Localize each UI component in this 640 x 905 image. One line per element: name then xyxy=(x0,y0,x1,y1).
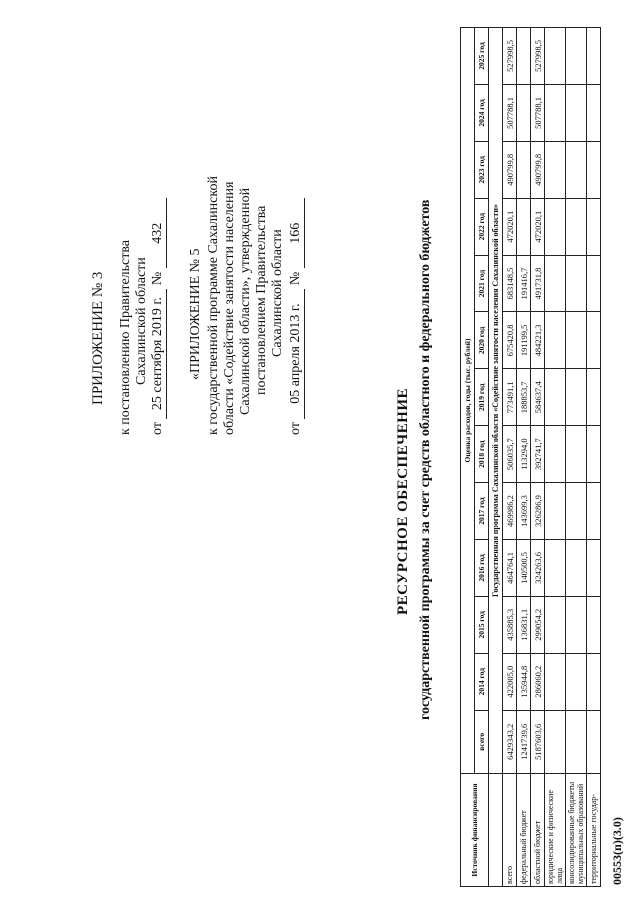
table-cell: 140500,5 xyxy=(517,539,531,596)
column-header: 2019 год xyxy=(475,369,489,426)
table-cell: 299054,2 xyxy=(531,596,545,653)
decree-number: 432 xyxy=(150,198,167,268)
table-cell: 422005,0 xyxy=(503,653,517,710)
decree-date-row xyxy=(150,198,167,435)
table-cell: 527998,5 xyxy=(531,28,545,85)
table-cell xyxy=(587,198,601,255)
table-cell xyxy=(545,369,566,426)
column-header: 2018 год xyxy=(475,426,489,483)
number-label-2: № xyxy=(288,271,303,286)
table-cell xyxy=(587,84,601,141)
table-cell xyxy=(566,28,587,85)
table-cell xyxy=(545,141,566,198)
table-cell: 472020,1 xyxy=(503,198,517,255)
table-cell: 324263,6 xyxy=(531,539,545,596)
table-cell: 191416,7 xyxy=(517,255,531,312)
document-subtitle: государственной программы за счет средств областного и федерального бюджетов xyxy=(418,199,433,720)
table-cell xyxy=(566,255,587,312)
table-cell xyxy=(566,312,587,369)
table-cell xyxy=(545,653,566,710)
table-cell xyxy=(517,198,531,255)
column-header: 2022 год xyxy=(475,198,489,255)
table-cell: 188853,7 xyxy=(517,369,531,426)
column-header: 2015 год xyxy=(475,596,489,653)
table-cell: 675420,8 xyxy=(503,312,517,369)
table-cell: 490799,8 xyxy=(503,141,517,198)
program-date: 05 апреля 2013 г. xyxy=(288,289,305,419)
program-line-5: Сахалинской области xyxy=(270,229,285,357)
table-cell: 484221,3 xyxy=(531,312,545,369)
column-header: 2023 год xyxy=(475,141,489,198)
row-source: юридические и физические лица xyxy=(545,774,566,887)
table-cell xyxy=(545,84,566,141)
column-header: 2021 год xyxy=(475,255,489,312)
program-line-3: Сахалинской области», утвержденной xyxy=(238,187,253,415)
table-cell: 469986,2 xyxy=(503,483,517,540)
table-cell: 584637,4 xyxy=(531,369,545,426)
estimate-header: Оценка расходов, годы (тыс. рублей) xyxy=(461,28,475,774)
source-header: Источник финансирования xyxy=(461,774,489,887)
column-header: 2024 год xyxy=(475,84,489,141)
column-header: 2014 год xyxy=(475,653,489,710)
table-row xyxy=(503,28,517,887)
table-cell: 490799,8 xyxy=(531,141,545,198)
table-cell xyxy=(545,596,566,653)
resource-table xyxy=(460,27,601,887)
table-cell xyxy=(587,426,601,483)
row-source: всего xyxy=(503,774,517,887)
table-cell xyxy=(587,369,601,426)
column-header: 2025 год xyxy=(475,28,489,85)
table-cell xyxy=(566,84,587,141)
table-cell: 392741,7 xyxy=(531,426,545,483)
appendix5-title: «ПРИЛОЖЕНИЕ № 5 xyxy=(188,248,203,380)
table-cell: 113294,0 xyxy=(517,426,531,483)
number-label: № xyxy=(150,271,165,286)
table-cell xyxy=(566,596,587,653)
table-cell xyxy=(566,198,587,255)
table-cell xyxy=(517,141,531,198)
table-row xyxy=(517,28,531,887)
table-cell xyxy=(566,483,587,540)
table-cell: 286060,2 xyxy=(531,653,545,710)
table-cell xyxy=(545,28,566,85)
table-cell: 472020,1 xyxy=(531,198,545,255)
table-body xyxy=(489,28,601,887)
table-cell: 507788,1 xyxy=(531,84,545,141)
table-cell: 506035,7 xyxy=(503,426,517,483)
row-source: территориальные государ- xyxy=(587,774,601,887)
table-cell xyxy=(566,369,587,426)
table-cell: 464764,1 xyxy=(503,539,517,596)
row-source: консолидированные бюджеты муниципальных образований xyxy=(566,774,587,887)
table-cell xyxy=(545,710,566,773)
table-row xyxy=(545,28,566,887)
table-cell xyxy=(566,141,587,198)
decree-line-2: Сахалинской области xyxy=(134,257,149,385)
table-cell xyxy=(587,28,601,85)
table-row xyxy=(566,28,587,887)
document-code: 00553(п)(3.0) xyxy=(610,817,624,885)
table-cell: 143699,3 xyxy=(517,483,531,540)
table-cell xyxy=(517,84,531,141)
column-header: всего xyxy=(475,710,489,773)
table-cell: 507788,1 xyxy=(503,84,517,141)
table-cell xyxy=(566,539,587,596)
table-cell xyxy=(587,596,601,653)
table-cell: 773491,1 xyxy=(503,369,517,426)
table-cell xyxy=(545,426,566,483)
table-row xyxy=(587,28,601,887)
table-cell xyxy=(587,710,601,773)
table-cell: 135944,8 xyxy=(517,653,531,710)
from-label-2: от xyxy=(288,422,303,435)
table-cell xyxy=(545,312,566,369)
table-cell xyxy=(587,653,601,710)
table-cell xyxy=(545,198,566,255)
table-cell xyxy=(587,483,601,540)
table-cell xyxy=(517,28,531,85)
table-cell xyxy=(587,141,601,198)
year-header-row xyxy=(475,28,489,887)
table-cell: 491731,8 xyxy=(531,255,545,312)
from-label: от xyxy=(150,422,165,435)
program-line-4: постановлением Правительства xyxy=(254,205,269,395)
table-cell: 435885,3 xyxy=(503,596,517,653)
table-cell xyxy=(545,255,566,312)
table-cell xyxy=(587,539,601,596)
table-cell xyxy=(566,426,587,483)
row-source: федеральный бюджет xyxy=(517,774,531,887)
table-row xyxy=(531,28,545,887)
table-cell: 527998,5 xyxy=(503,28,517,85)
decree-date: 25 сентября 2019 г. xyxy=(150,289,167,419)
table-cell xyxy=(566,653,587,710)
column-header: 2020 год xyxy=(475,312,489,369)
table-cell: 6429343,2 xyxy=(503,710,517,773)
program-line-2: области «Содействие занятости населения xyxy=(222,181,237,435)
column-header: 2016 год xyxy=(475,539,489,596)
table-cell xyxy=(566,710,587,773)
table-cell xyxy=(545,483,566,540)
table-cell: 1241739,6 xyxy=(517,710,531,773)
appendix-title: ПРИЛОЖЕНИЕ № 3 xyxy=(90,271,106,405)
program-number: 166 xyxy=(288,198,305,268)
program-row-title: Государственная программа Сахалинской области «Содействие занятости населения Сахалинской области» xyxy=(489,28,503,774)
program-line-1: к государственной программе Сахалинской xyxy=(206,176,221,435)
table-cell xyxy=(587,255,601,312)
table-cell: 191199,5 xyxy=(517,312,531,369)
table-cell: 326286,9 xyxy=(531,483,545,540)
column-header: 2017 год xyxy=(475,483,489,540)
table-cell: 683148,5 xyxy=(503,255,517,312)
document-title: РЕСУРСНОЕ ОБЕСПЕЧЕНИЕ xyxy=(395,387,411,615)
table-cell: 136831,1 xyxy=(517,596,531,653)
decree-line-1: к постановлению Правительства xyxy=(118,239,133,435)
row-source: областной бюджет xyxy=(531,774,545,887)
table-cell xyxy=(587,312,601,369)
program-date-row xyxy=(288,198,305,435)
table-cell xyxy=(545,539,566,596)
table-cell: 5187603,6 xyxy=(531,710,545,773)
